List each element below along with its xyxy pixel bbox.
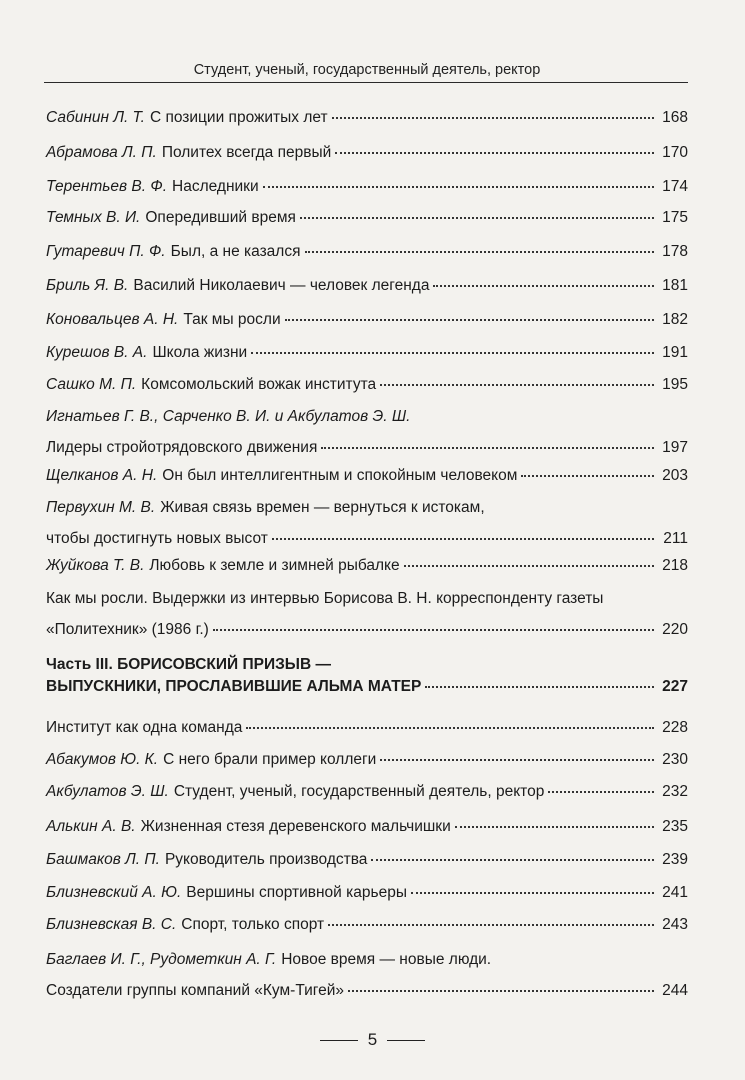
toc-line <box>46 375 688 395</box>
toc-title: Институт как одна команда <box>46 719 243 736</box>
toc-author: Близневская В. С. <box>46 916 177 933</box>
toc-page-number: 243 <box>662 916 688 933</box>
page-number: 5 <box>367 1030 378 1049</box>
toc-page-number: 181 <box>662 277 688 294</box>
dot-leader <box>521 475 654 477</box>
toc-author: Абакумов Ю. К. <box>46 751 159 768</box>
toc-line <box>46 750 688 770</box>
toc-entry <box>46 655 688 697</box>
toc-entry <box>46 850 688 870</box>
toc-author: Гутаревич П. Ф. <box>46 243 166 260</box>
toc-line <box>46 950 688 970</box>
toc-author: Баглаев И. Г., Рудометкин А. Г. <box>46 951 277 968</box>
dot-leader <box>321 447 654 449</box>
toc-entry <box>46 407 688 458</box>
toc-entry <box>46 375 688 395</box>
toc-entry <box>46 208 688 228</box>
dot-leader <box>433 285 654 287</box>
toc-title: Жизненная стезя деревенского мальчишки <box>140 818 451 835</box>
dot-leader <box>425 686 654 688</box>
toc-title-continued: чтобы достигнуть новых высот <box>46 530 268 547</box>
toc-title: Школа жизни <box>152 344 248 361</box>
toc-entry <box>46 310 688 330</box>
toc-entry <box>46 950 688 1001</box>
toc-author: Акбулатов Э. Ш. <box>46 783 169 800</box>
dot-leader <box>548 791 654 793</box>
toc-line <box>46 556 688 576</box>
toc-title: Спорт, только спорт <box>181 916 325 933</box>
toc-page-number: 178 <box>662 243 688 260</box>
dot-leader <box>285 319 654 321</box>
toc-entry <box>46 276 688 296</box>
toc-line <box>46 498 688 518</box>
toc-entry <box>46 718 688 738</box>
toc-line <box>46 817 688 837</box>
toc-line <box>46 589 688 609</box>
dot-leader <box>335 152 654 154</box>
toc-entry <box>46 466 688 486</box>
toc-entry <box>46 915 688 935</box>
dot-leader <box>380 759 654 761</box>
toc-line <box>46 529 688 549</box>
toc-page-number: 168 <box>662 109 688 126</box>
toc-line <box>46 276 688 296</box>
running-head: Студент, ученый, государственный деятель, ректор <box>193 62 541 78</box>
toc-page-number: 182 <box>662 311 688 328</box>
toc-page-number: 211 <box>663 530 688 547</box>
toc-page-number: 175 <box>662 209 688 226</box>
toc-page-number: 228 <box>662 719 688 736</box>
toc-line <box>46 883 688 903</box>
toc-author: Терентьев В. Ф. <box>46 178 168 195</box>
toc-title: Как мы росли. Выдержки из интервью Борисова В. Н. корреспонденту газеты <box>46 590 604 607</box>
toc-author: Бриль Я. В. <box>46 277 129 294</box>
dot-leader <box>263 186 654 188</box>
dot-leader <box>371 859 654 861</box>
toc-title: Живая связь времен — вернуться к истокам, <box>160 499 485 516</box>
toc-line <box>46 466 688 486</box>
dot-leader <box>348 990 654 992</box>
toc-line <box>46 655 688 675</box>
toc-title: Был, а не казался <box>170 243 301 260</box>
toc-line <box>46 343 688 363</box>
toc-author: Абрамова Л. П. <box>46 144 157 161</box>
toc-author: Игнатьев Г. В., Сарченко В. И. и Акбулатов Э. Ш. <box>46 408 411 425</box>
toc-title: Василий Николаевич — человек легенда <box>133 277 430 294</box>
toc-title: Он был интеллигентным и спокойным человеком <box>162 467 518 484</box>
toc-page-number: 241 <box>662 884 688 901</box>
toc-page-number: 232 <box>662 783 688 800</box>
toc-title: Так мы росли <box>183 311 281 328</box>
dot-leader <box>328 924 654 926</box>
toc-entry <box>46 143 688 163</box>
toc-title: Студент, ученый, государственный деятель, ректор <box>173 783 545 800</box>
dot-leader <box>380 384 654 386</box>
toc-title: Часть III. БОРИСОВСКИЙ ПРИЗЫВ — <box>46 656 331 673</box>
toc-line <box>46 208 688 228</box>
toc-page-number: 197 <box>662 439 688 456</box>
toc-title: Опередивший время <box>145 209 296 226</box>
dot-leader <box>411 892 654 894</box>
toc-author: Алькин А. В. <box>46 818 136 835</box>
toc-line <box>46 677 688 697</box>
dot-leader <box>213 629 654 631</box>
toc-page-number: 203 <box>662 467 688 484</box>
toc-line <box>46 620 688 640</box>
toc-line <box>46 850 688 870</box>
toc-entry <box>46 177 688 197</box>
toc-entry <box>46 556 688 576</box>
toc-line <box>46 143 688 163</box>
toc-title: Политех всегда первый <box>161 144 332 161</box>
page-folio <box>0 1030 745 1050</box>
toc-entry <box>46 817 688 837</box>
toc-title: С позиции прожитых лет <box>149 109 328 126</box>
toc-page-number: 239 <box>662 851 688 868</box>
toc-line <box>46 407 688 427</box>
toc-author: Первухин М. В. <box>46 499 156 516</box>
dot-leader <box>455 826 654 828</box>
toc-author: Жуйкова Т. В. <box>46 557 145 574</box>
toc-line <box>46 718 688 738</box>
toc-entry <box>46 883 688 903</box>
toc-page-number: 191 <box>662 344 688 361</box>
folio-dash-right <box>387 1040 425 1041</box>
toc-page-number: 218 <box>662 557 688 574</box>
toc-title-continued: ВЫПУСКНИКИ, ПРОСЛАВИВШИЕ АЛЬМА МАТЕР <box>46 678 422 695</box>
toc-author: Щелканов А. Н. <box>46 467 158 484</box>
toc-title: Руководитель производства <box>164 851 368 868</box>
dot-leader <box>251 352 654 354</box>
toc-title-continued: Создатели группы компаний «Кум-Тигей» <box>46 982 344 999</box>
toc-page-number: 174 <box>662 178 688 195</box>
toc-author: Башмаков Л. П. <box>46 851 160 868</box>
dot-leader <box>305 251 655 253</box>
toc-title: Вершины спортивной карьеры <box>186 884 407 901</box>
toc-line <box>46 242 688 262</box>
dot-leader <box>404 565 654 567</box>
toc-page-number: 195 <box>662 376 688 393</box>
toc-title: Наследники <box>172 178 259 195</box>
toc-line <box>46 915 688 935</box>
toc-title: Комсомольский вожак института <box>141 376 377 393</box>
folio-dash-left <box>320 1040 358 1041</box>
toc-page-number: 230 <box>662 751 688 768</box>
toc-entry <box>46 108 688 128</box>
toc-entry <box>46 242 688 262</box>
toc-author: Курешов В. А. <box>46 344 148 361</box>
toc-title-continued: «Политехник» (1986 г.) <box>46 621 209 638</box>
toc-title-continued: Лидеры стройотрядовского движения <box>46 439 318 456</box>
toc-page-number: 227 <box>662 678 688 695</box>
toc-title: Любовь к земле и зимней рыбалке <box>149 557 400 574</box>
toc-line <box>46 782 688 802</box>
toc-author: Темных В. И. <box>46 209 141 226</box>
toc-line <box>46 981 688 1001</box>
toc-entry <box>46 498 688 549</box>
dot-leader <box>332 117 654 119</box>
toc-line <box>46 438 688 458</box>
toc-title: С него брали пример коллеги <box>163 751 377 768</box>
toc-author: Сабинин Л. Т. <box>46 109 145 126</box>
header-rule <box>44 82 688 83</box>
toc-entry <box>46 782 688 802</box>
dot-leader <box>272 538 654 540</box>
toc-page-number: 170 <box>662 144 688 161</box>
toc-entry <box>46 589 688 640</box>
toc-page-number: 235 <box>662 818 688 835</box>
toc-line <box>46 310 688 330</box>
toc-author: Сашко М. П. <box>46 376 137 393</box>
dot-leader <box>300 217 654 219</box>
dot-leader <box>246 727 654 729</box>
toc-entry <box>46 750 688 770</box>
toc-title: Новое время — новые люди. <box>281 951 492 968</box>
toc-line <box>46 177 688 197</box>
toc-line <box>46 108 688 128</box>
toc-author: Близневский А. Ю. <box>46 884 182 901</box>
toc-entry <box>46 343 688 363</box>
toc-author: Коновальцев А. Н. <box>46 311 179 328</box>
toc-page-number: 220 <box>662 621 688 638</box>
toc-page-number: 244 <box>662 982 688 999</box>
